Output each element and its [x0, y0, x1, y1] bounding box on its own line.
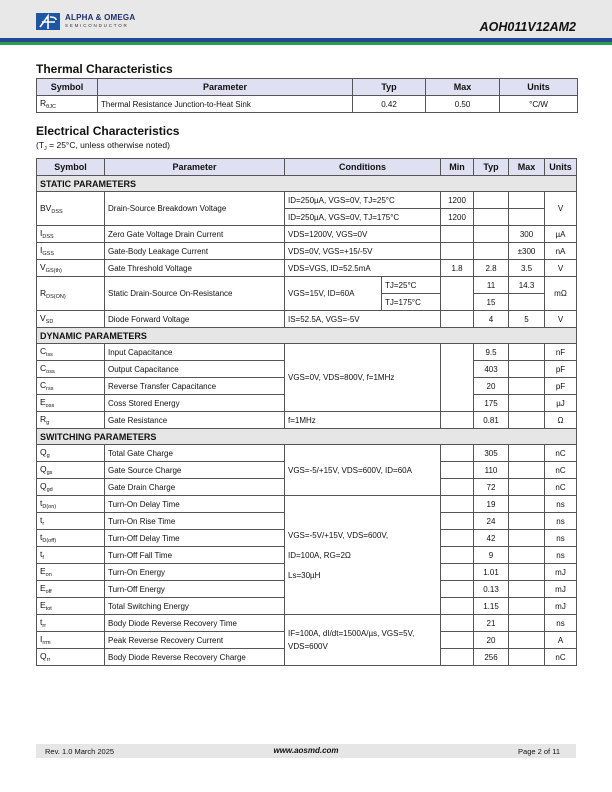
- parameter-cell: Gate Source Charge: [105, 462, 285, 479]
- max-cell: [509, 395, 545, 412]
- units-cell: µA: [545, 226, 577, 243]
- typ-cell: 0.13: [474, 581, 509, 598]
- section-switching: SWITCHING PARAMETERS: [37, 429, 577, 445]
- parameter-cell: Drain-Source Breakdown Voltage: [105, 192, 285, 226]
- company-logo-icon: [36, 13, 60, 30]
- symbol-cell: $E_{oss}$: [37, 395, 105, 412]
- symbol-cell: $R_{\theta JC}$: [37, 96, 98, 113]
- header-green-rule: [0, 42, 612, 45]
- typ-cell: 175: [474, 395, 509, 412]
- table-row: [37, 311, 577, 328]
- symbol-cell: $Q_{gd}$: [37, 479, 105, 496]
- conditions-cell: f=1MHz: [285, 412, 441, 429]
- min-cell: [441, 243, 474, 260]
- table-row: [37, 615, 577, 632]
- typ-cell: 24: [474, 513, 509, 530]
- recovery-cond-line: IF=100A, dI/dt=1500A/µs, VGS=5V,: [288, 629, 415, 638]
- conditions-cell: ID=250µA, VGS=0V, TJ=25°C: [285, 192, 441, 209]
- website-link[interactable]: www.aosmd.com: [273, 746, 339, 755]
- conditions-cell: VGS=15V, ID=60A: [285, 277, 382, 311]
- max-cell: [509, 361, 545, 378]
- switching-cond-line: Ls=30µH: [288, 570, 321, 580]
- max-cell: 300: [509, 226, 545, 243]
- col-header: Parameter: [105, 159, 285, 176]
- col-header: Conditions: [285, 159, 441, 176]
- conditions-cell: VDS=0V, VGS=+15/-5V: [285, 243, 441, 260]
- symbol-cell: $V_{GS(th)}$: [37, 260, 105, 277]
- symbol-cell: $V_{SD}$: [37, 311, 105, 328]
- symbol-cell: $E_{off}$: [37, 581, 105, 598]
- col-header: Min: [441, 159, 474, 176]
- typ-cell: 0.81: [474, 412, 509, 429]
- min-cell: [441, 598, 474, 615]
- units-cell: nC: [545, 479, 577, 496]
- parameter-cell: Peak Reverse Recovery Current: [105, 632, 285, 649]
- min-cell: [441, 547, 474, 564]
- section-dynamic: DYNAMIC PARAMETERS: [37, 328, 577, 344]
- parameter-cell: Body Diode Reverse Recovery Charge: [105, 649, 285, 666]
- parameter-cell: Turn-Off Energy: [105, 581, 285, 598]
- min-cell: [441, 496, 474, 513]
- symbol-cell: $R_{DS(ON)}$: [37, 277, 105, 311]
- symbol-cell: $I_{DSS}$: [37, 226, 105, 243]
- conditions-cell: [285, 615, 441, 666]
- symbol-cell: $Q_g$: [37, 445, 105, 462]
- symbol-cell: $E_{on}$: [37, 564, 105, 581]
- table-row: [37, 96, 578, 113]
- units-cell: pF: [545, 378, 577, 395]
- col-header: Max: [426, 79, 500, 96]
- symbol-cell: $Q_{gs}$: [37, 462, 105, 479]
- min-cell: [441, 344, 474, 412]
- parameter-cell: Turn-Off Delay Time: [105, 530, 285, 547]
- parameter-cell: Turn-On Rise Time: [105, 513, 285, 530]
- typ-cell: 21: [474, 615, 509, 632]
- col-header: Parameter: [98, 79, 353, 96]
- max-cell: [509, 581, 545, 598]
- parameter-cell: Zero Gate Voltage Drain Current: [105, 226, 285, 243]
- min-cell: [441, 311, 474, 328]
- units-cell: nC: [545, 445, 577, 462]
- parameter-cell: Turn-On Energy: [105, 564, 285, 581]
- conditions-cell: VGS=0V, VDS=800V, f=1MHz: [285, 344, 441, 412]
- parameter-cell: Turn-On Delay Time: [105, 496, 285, 513]
- max-cell: [509, 649, 545, 666]
- units-cell: nA: [545, 243, 577, 260]
- units-cell: nC: [545, 649, 577, 666]
- max-cell: [509, 530, 545, 547]
- typ-cell: 20: [474, 378, 509, 395]
- symbol-cell: $t_r$: [37, 513, 105, 530]
- max-cell: [509, 192, 545, 209]
- max-cell: 3.5: [509, 260, 545, 277]
- parameter-cell: Gate Drain Charge: [105, 479, 285, 496]
- units-cell: µJ: [545, 395, 577, 412]
- typ-cell: 15: [474, 294, 509, 311]
- section-static: STATIC PARAMETERS: [37, 176, 577, 192]
- parameter-cell: Body Diode Reverse Recovery Time: [105, 615, 285, 632]
- typ-cell: [474, 226, 509, 243]
- parameter-cell: Input Capacitance: [105, 344, 285, 361]
- conditions-cell: VGS=-5/+15V, VDS=600V, ID=60A: [285, 445, 441, 496]
- max-cell: [509, 513, 545, 530]
- typ-cell: 11: [474, 277, 509, 294]
- company-name: ALPHA & OMEGA: [65, 13, 136, 22]
- units-cell: Ω: [545, 412, 577, 429]
- thermal-table: [36, 78, 578, 113]
- col-header: Typ: [474, 159, 509, 176]
- units-cell: ns: [545, 513, 577, 530]
- typ-cell: 110: [474, 462, 509, 479]
- parameter-cell: Gate Threshold Voltage: [105, 260, 285, 277]
- max-cell: [509, 632, 545, 649]
- typ-cell: 0.42: [353, 96, 426, 113]
- min-cell: [441, 462, 474, 479]
- thermal-title: Thermal Characteristics: [36, 62, 173, 76]
- typ-cell: 19: [474, 496, 509, 513]
- max-cell: [509, 598, 545, 615]
- parameter-cell: Static Drain-Source On-Resistance: [105, 277, 285, 311]
- conditions-cell: ID=250µA, VGS=0V, TJ=175°C: [285, 209, 441, 226]
- max-cell: [509, 564, 545, 581]
- parameter-cell: Diode Forward Voltage: [105, 311, 285, 328]
- symbol-cell: $C_{oss}$: [37, 361, 105, 378]
- symbol-cell: $t_{D(on)}$: [37, 496, 105, 513]
- max-cell: 14.3: [509, 277, 545, 294]
- units-cell: nF: [545, 344, 577, 361]
- parameter-cell: Coss Stored Energy: [105, 395, 285, 412]
- typ-cell: 305: [474, 445, 509, 462]
- table-row: [37, 226, 577, 243]
- min-cell: [441, 445, 474, 462]
- table-row: [37, 260, 577, 277]
- symbol-cell: $C_{rss}$: [37, 378, 105, 395]
- min-cell: [441, 581, 474, 598]
- conditions-cell: [285, 496, 441, 615]
- parameter-cell: Reverse Transfer Capacitance: [105, 378, 285, 395]
- max-cell: [509, 412, 545, 429]
- units-cell: V: [545, 311, 577, 328]
- units-cell: °C/W: [500, 96, 578, 113]
- typ-cell: 2.8: [474, 260, 509, 277]
- units-cell: mJ: [545, 598, 577, 615]
- parameter-cell: Thermal Resistance Junction-to-Heat Sink: [98, 96, 353, 113]
- max-cell: [509, 496, 545, 513]
- table-row: [37, 243, 577, 260]
- units-cell: ns: [545, 496, 577, 513]
- parameter-cell: Turn-Off Fall Time: [105, 547, 285, 564]
- symbol-cell: $I_{rrm}$: [37, 632, 105, 649]
- conditions-cell: VDS=VGS, ID=52.5mA: [285, 260, 441, 277]
- min-cell: [441, 615, 474, 632]
- typ-cell: 9.5: [474, 344, 509, 361]
- min-cell: 1.8: [441, 260, 474, 277]
- min-cell: [441, 412, 474, 429]
- parameter-cell: Total Gate Charge: [105, 445, 285, 462]
- symbol-cell: $t_f$: [37, 547, 105, 564]
- conditions-cell: VDS=1200V, VGS=0V: [285, 226, 441, 243]
- symbol-cell: $t_{rr}$: [37, 615, 105, 632]
- parameter-cell: Output Capacitance: [105, 361, 285, 378]
- parameter-cell: Total Switching Energy: [105, 598, 285, 615]
- max-cell: [509, 445, 545, 462]
- max-cell: [509, 615, 545, 632]
- typ-cell: [474, 243, 509, 260]
- symbol-cell: $E_{tot}$: [37, 598, 105, 615]
- max-cell: [509, 344, 545, 361]
- conditions-temp-cell: TJ=175°C: [382, 294, 441, 311]
- min-cell: [441, 649, 474, 666]
- units-cell: mΩ: [545, 277, 577, 311]
- min-cell: [441, 226, 474, 243]
- min-cell: [441, 513, 474, 530]
- units-cell: ns: [545, 530, 577, 547]
- table-header-row: [37, 79, 578, 96]
- max-cell: [509, 462, 545, 479]
- min-cell: [441, 632, 474, 649]
- page-number: Page 2 of 11: [518, 747, 560, 756]
- typ-cell: 20: [474, 632, 509, 649]
- units-cell: A: [545, 632, 577, 649]
- max-cell: 5: [509, 311, 545, 328]
- table-row: [37, 496, 577, 513]
- min-cell: [441, 530, 474, 547]
- switching-cond-line: VGS=-5V/+15V, VDS=600V,: [288, 530, 389, 540]
- revision-text: Rev. 1.0 March 2025: [45, 747, 115, 756]
- units-cell: ns: [545, 547, 577, 564]
- symbol-cell: $BV_{DSS}$: [37, 192, 105, 226]
- typ-cell: 1.01: [474, 564, 509, 581]
- max-cell: [509, 547, 545, 564]
- conditions-cell: IS=52.5A, VGS=-5V: [285, 311, 441, 328]
- max-cell: [509, 294, 545, 311]
- col-header: Units: [500, 79, 578, 96]
- symbol-cell: $t_{D(off)}$: [37, 530, 105, 547]
- typ-cell: [474, 192, 509, 209]
- typ-cell: 256: [474, 649, 509, 666]
- col-header: Symbol: [37, 79, 98, 96]
- max-cell: [509, 479, 545, 496]
- col-header: Units: [545, 159, 577, 176]
- min-cell: 1200: [441, 192, 474, 209]
- electrical-title: Electrical Characteristics: [36, 124, 180, 138]
- units-cell: pF: [545, 361, 577, 378]
- table-row: [37, 445, 577, 462]
- max-cell: 0.50: [426, 96, 500, 113]
- symbol-cell: $Q_{rr}$: [37, 649, 105, 666]
- typ-cell: 9: [474, 547, 509, 564]
- units-cell: mJ: [545, 581, 577, 598]
- section-header-row: [37, 429, 577, 445]
- typ-cell: [474, 209, 509, 226]
- symbol-cell: $I_{GSS}$: [37, 243, 105, 260]
- table-header-row: [37, 159, 577, 176]
- units-cell: nC: [545, 462, 577, 479]
- parameter-cell: Gate Resistance: [105, 412, 285, 429]
- min-cell: [441, 479, 474, 496]
- section-header-row: [37, 176, 577, 192]
- typ-cell: 1.15: [474, 598, 509, 615]
- typ-cell: 4: [474, 311, 509, 328]
- units-cell: ns: [545, 615, 577, 632]
- electrical-note: ($T_J = 25^\circ C$, unless otherwise noted): [36, 140, 170, 152]
- table-row: [37, 277, 577, 294]
- units-cell: V: [545, 260, 577, 277]
- conditions-temp-cell: TJ=25°C: [382, 277, 441, 294]
- col-header: Symbol: [37, 159, 105, 176]
- symbol-cell: $R_g$: [37, 412, 105, 429]
- typ-cell: 42: [474, 530, 509, 547]
- table-row: [37, 412, 577, 429]
- company-subtitle: SEMICONDUCTOR: [65, 23, 129, 28]
- max-cell: ±300: [509, 243, 545, 260]
- symbol-cell: $C_{iss}$: [37, 344, 105, 361]
- min-cell: [441, 277, 474, 311]
- typ-cell: 403: [474, 361, 509, 378]
- units-cell: mJ: [545, 564, 577, 581]
- min-cell: 1200: [441, 209, 474, 226]
- col-header: Max: [509, 159, 545, 176]
- table-row: [37, 192, 577, 209]
- table-row: [37, 344, 577, 361]
- typ-cell: 72: [474, 479, 509, 496]
- electrical-table: [36, 158, 577, 666]
- part-number: AOH011V12AM2: [479, 20, 576, 34]
- max-cell: [509, 378, 545, 395]
- min-cell: [441, 564, 474, 581]
- col-header: Typ: [353, 79, 426, 96]
- section-header-row: [37, 328, 577, 344]
- max-cell: [509, 209, 545, 226]
- switching-cond-line: ID=100A, RG=2Ω: [288, 550, 351, 560]
- units-cell: V: [545, 192, 577, 226]
- recovery-cond-line: VDS=600V: [288, 642, 328, 651]
- parameter-cell: Gate-Body Leakage Current: [105, 243, 285, 260]
- page-footer: [36, 744, 576, 758]
